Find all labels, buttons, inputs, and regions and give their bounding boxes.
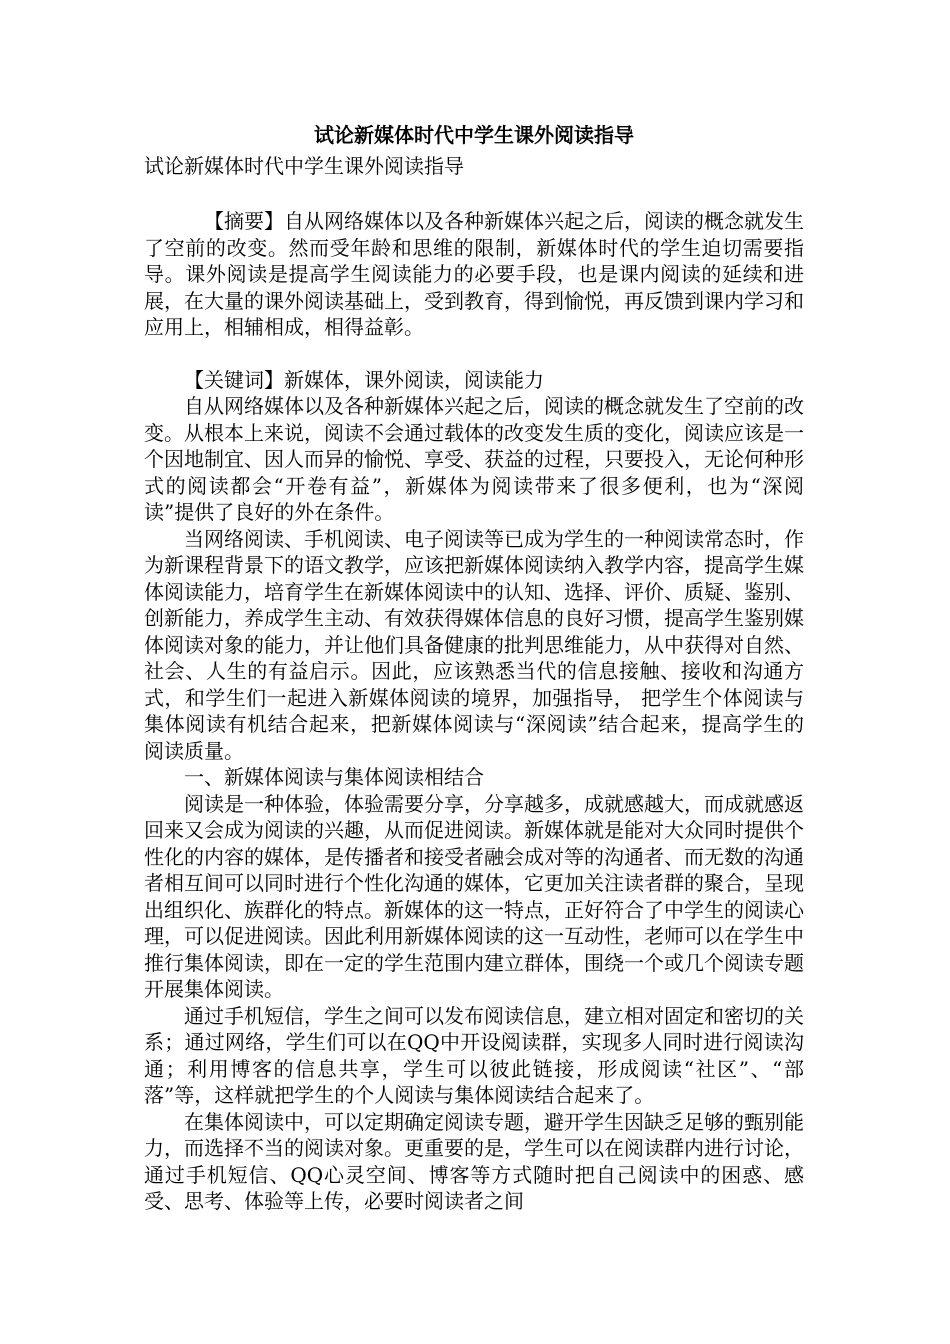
section-heading-1: 一、新媒体阅读与集体阅读相结合 — [184, 765, 484, 789]
keywords-paragraph: 【关键词】新媒体，课外阅读，阅读能力 — [184, 367, 544, 392]
body-paragraph-2: 当网络阅读、手机阅读、电子阅读等已成为学生的一种阅读常态时，作为新课程背景下的语文教学，应该把新媒体阅读纳入教学内容，提高学生媒体阅读能力，培育学生在新媒体阅读中的认知、选择、评价、质疑、鉴别、创新能力，养成学生主动、有效获得媒体信息的良好习惯，提高学生鉴别媒体阅读对象的能力，并让他们具备健康的批判思维能力，从中获得对自然、社会、人生的有益启示。因此，应该熟悉当代的信息接触、接收和沟通方式，和学生们一起进入新媒体阅读的境界，加强指导， 把学生个体阅读与集体阅读有机结合起来，把新媒体阅读与“深阅读”结合起来，提高学生的阅读质量。 — [144, 526, 804, 763]
abstract-paragraph: 【摘要】自从网络媒体以及各种新媒体兴起之后，阅读的概念就发生了空前的改变。然而受年龄和思维的限制，新媒体时代的学生迫切需要指导。课外阅读是提高学生阅读能力的必要手段，也是课内阅读的延续和进展，在大量的课外阅读基础上，受到教育，得到愉悦，再反馈到课内学习和应用上，相辅相成，相得益彰。 — [144, 209, 804, 339]
body-paragraph-4: 通过手机短信，学生之间可以发布阅读信息，建立相对固定和密切的关系；通过网络，学生们可以在QQ中开设阅读群，实现多人同时进行阅读沟通；利用博客的信息共享，学生可以彼此链接，形成阅读“社区”、“部落”等，这样就把学生的个人阅读与集体阅读结合起来了。 — [144, 1003, 804, 1107]
body-paragraph-5: 在集体阅读中，可以定期确定阅读专题，避开学生因缺乏足够的甄别能力，而选择不当的阅读对象。更重要的是，学生可以在阅读群内进行讨论，通过手机短信、QQ心灵空间、博客等方式随时把自己阅读中的困惑、感受、思考、体验等上传，必要时阅读者之间 — [144, 1109, 804, 1213]
blank-line — [144, 180, 804, 208]
document-page — [144, 118, 804, 1215]
document-title: 试论新媒体时代中学生课外阅读指导 — [314, 123, 634, 147]
document-subtitle: 试论新媒体时代中学生课外阅读指导 — [144, 154, 464, 178]
body-paragraph-1: 自从网络媒体以及各种新媒体兴起之后，阅读的概念就发生了空前的改变。从根本上来说，阅读不会通过载体的改变发生质的变化，阅读应该是一个因地制宜、因人而异的愉悦、享受、获益的过程，只要投入，无论何种形式的阅读都会“开卷有益”，新媒体为阅读带来了很多便利，也为“深阅读”提供了良好的外在条件。 — [144, 394, 804, 524]
body-paragraph-3: 阅读是一种体验，体验需要分享，分享越多，成就感越大，而成就感返回来又会成为阅读的兴趣，从而促进阅读。新媒体就是能对大众同时提供个性化的内容的媒体，是传播者和接受者融会成对等的沟通者、而无数的沟通者相互间可以同时进行个性化沟通的媒体，它更加关注读者群的聚合，呈现出组织化、族群化的特点。新媒体的这一特点，正好符合了中学生的阅读心理，可以促进阅读。因此利用新媒体阅读的这一互动性，老师可以在学生中推行集体阅读，即在一定的学生范围内建立群体，围绕一个或几个阅读专题开展集体阅读。 — [144, 791, 804, 1001]
